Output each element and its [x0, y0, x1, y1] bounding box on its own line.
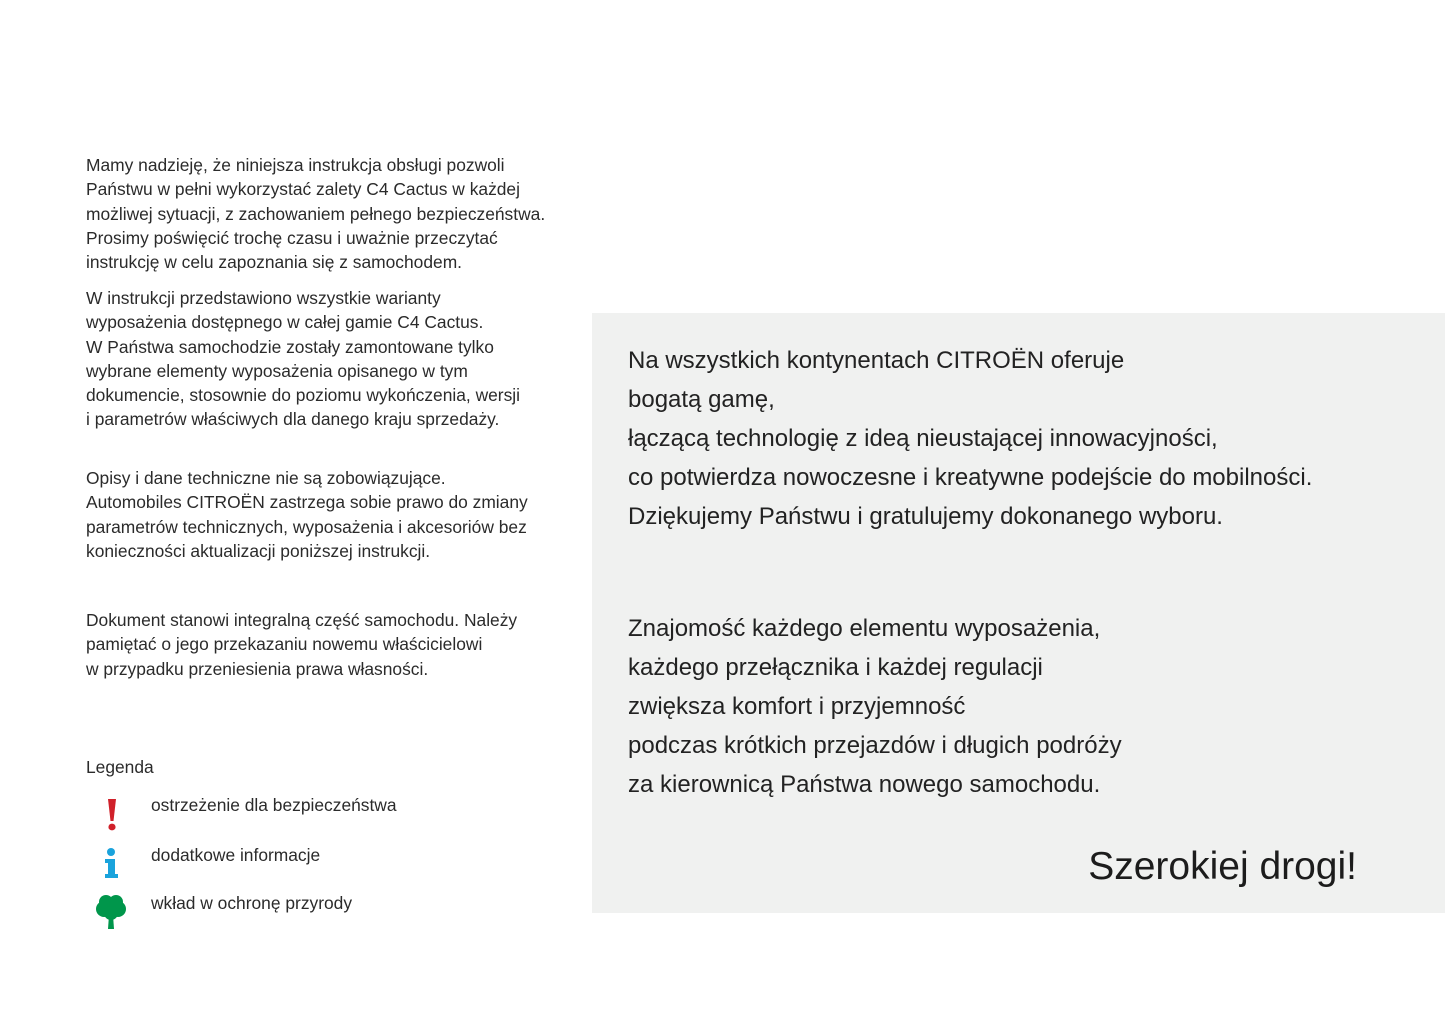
welcome-panel	[592, 313, 1445, 913]
welcome-text-1: Na wszystkich kontynentach CITROËN oferuje bogatą gamę, łączącą technologię z ideą nieustającej innowacyjności, co potwierdza nowoczesne i kreatywne podejście do mobilności. Dziękujemy Państwu i gratulujemy dokonanego wyboru.	[628, 347, 1313, 530]
legend-item-info	[86, 843, 506, 883]
intro-paragraph-4: Dokument stanowi integralną część samochodu. Należy pamiętać o jego przekazaniu nowemu właścicielowi w przypadku przeniesienia prawa własności.	[86, 610, 518, 679]
legend-item-eco	[86, 891, 506, 931]
closing-greeting: Szerokiej drogi!	[1088, 845, 1357, 888]
exclamation-icon	[86, 793, 136, 833]
legend-item-warning	[86, 793, 506, 833]
info-icon	[86, 843, 136, 883]
legend-label-eco: wkład w ochronę przyrody	[151, 893, 353, 913]
legend-title: Legenda	[86, 757, 154, 777]
intro-paragraph-3: Opisy i dane techniczne nie są zobowiązujące. Automobiles CITROËN zastrzega sobie prawo do zmiany parametrów technicznych, wyposażenia i akcesoriów bez konieczności aktualizacji poniższej instrukcji.	[86, 468, 528, 561]
intro-paragraph-2: W instrukcji przedstawiono wszystkie warianty wyposażenia dostępnego w całej gamie C4 Cactus. W Państwa samochodzie zostały zamontowane tylko wybrane elementy wyposażenia opisanego w tym dokumencie, stosownie do poziomu wykończenia, wersji i parametrów właściwych dla danego kraju sprzedaży.	[86, 288, 521, 430]
legend-label-info: dodatkowe informacje	[151, 845, 321, 865]
legend-label-warning: ostrzeżenie dla bezpieczeństwa	[151, 795, 397, 815]
intro-paragraph-1: Mamy nadzieję, że niniejsza instrukcja obsługi pozwoli Państwu w pełni wykorzystać zalety C4 Cactus w każdej możliwej sytuacji, z zachowaniem pełnego bezpieczeństwa. Prosimy poświęcić trochę czasu i uważnie przeczytać instrukcję w celu zapoznania się z samochodem.	[86, 155, 546, 273]
tree-icon	[86, 891, 136, 931]
welcome-text-2: Znajomość każdego elementu wyposażenia, każdego przełącznika i każdej regulacji zwiększa komfort i przyjemność podczas krótkich przejazdów i długich podróży za kierownicą Państwa nowego samochodu.	[628, 615, 1122, 798]
